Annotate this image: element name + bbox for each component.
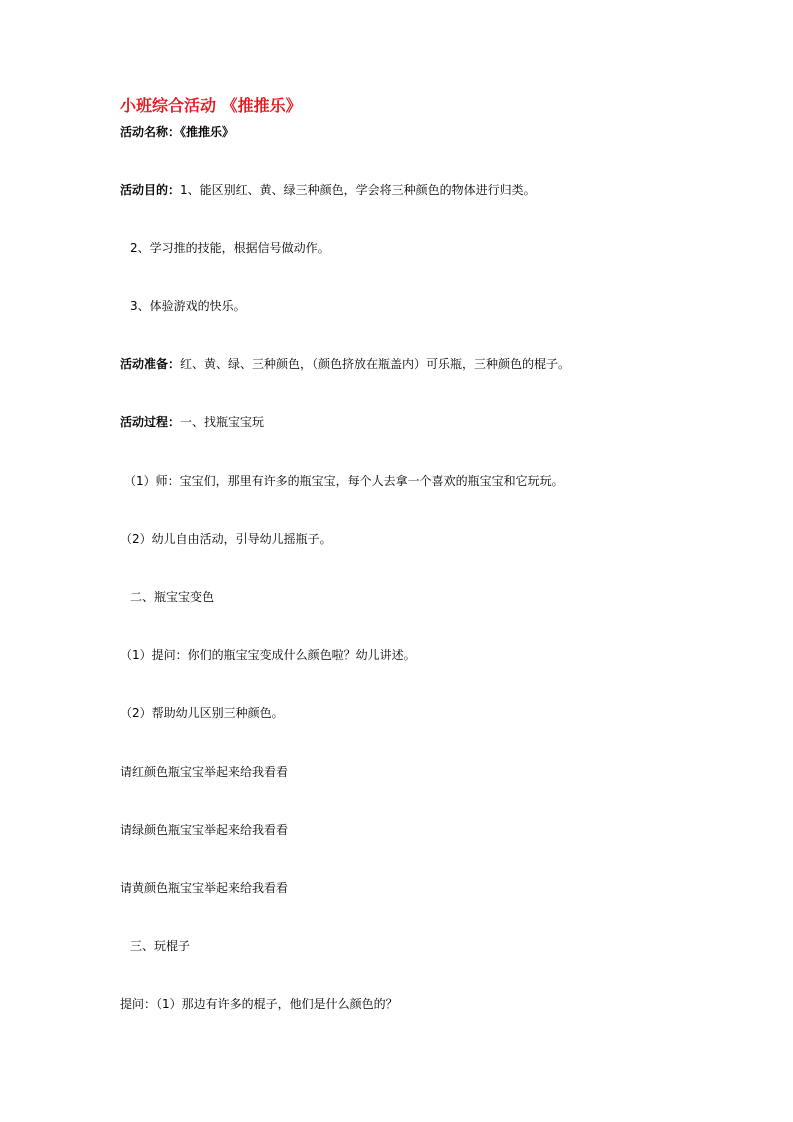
activity-goal-line [120, 182, 536, 198]
activity-process-line [120, 414, 264, 430]
process-2-2: （2）帮助幼儿区别三种颜色。 [120, 706, 284, 720]
process-2-1: （1）提问：你们的瓶宝宝变成什么颜色啦？幼儿讲述。 [120, 648, 416, 662]
activity-name-value: 《推推乐》 [180, 125, 235, 139]
document-title: 小班综合活动 《推推乐》 [120, 96, 302, 115]
activity-name-label: 活动名称： [120, 125, 181, 139]
activity-process-text: 一、找瓶宝宝玩 [180, 415, 265, 429]
section-3-heading: 三、玩棍子 [130, 939, 191, 953]
activity-name-line [120, 124, 234, 140]
question-1: 提问：（1）那边有许多的棍子，他们是什么颜色的？ [120, 997, 398, 1011]
goal-2: 2、学习推的技能，根据信号做动作。 [130, 241, 330, 255]
section-2-heading: 二、瓶宝宝变色 [130, 590, 215, 604]
process-1-2: （2）幼儿自由活动，引导幼儿摇瓶子。 [120, 532, 332, 546]
activity-prep-label: 活动准备： [120, 357, 181, 371]
activity-process-label: 活动过程： [120, 415, 181, 429]
yellow-bottle-line: 请黄颜色瓶宝宝举起来给我看看 [120, 881, 289, 895]
green-bottle-line: 请绿颜色瓶宝宝举起来给我看看 [120, 823, 289, 837]
activity-prep-line [120, 356, 570, 372]
activity-goal-text: 1、能区别红、黄、绿三种颜色，学会将三种颜色的物体进行归类。 [180, 183, 536, 197]
red-bottle-line: 请红颜色瓶宝宝举起来给我看看 [120, 765, 289, 779]
activity-goal-label: 活动目的： [120, 183, 181, 197]
process-1-1: （1）师：宝宝们，那里有许多的瓶宝宝，每个人去拿一个喜欢的瓶宝宝和它玩玩。 [124, 474, 564, 488]
goal-3: 3、体验游戏的快乐。 [130, 299, 246, 313]
activity-prep-text: 红、黄、绿、三种颜色，（颜色挤放在瓶盖内）可乐瓶，三种颜色的棍子。 [180, 357, 571, 371]
